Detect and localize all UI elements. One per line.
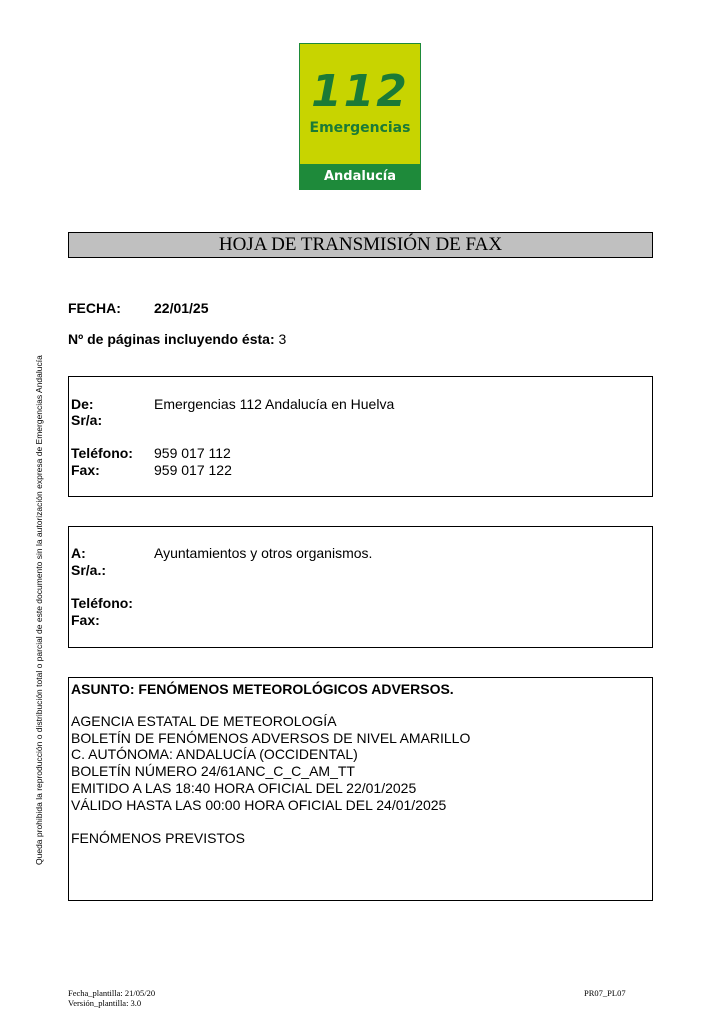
- pages-row: [68, 331, 286, 347]
- sender-tel-value: 959 017 112: [154, 445, 231, 461]
- recipient-sra-label: Sr/a.:: [71, 562, 107, 578]
- fecha-label: FECHA:: [68, 300, 121, 316]
- subject-line: BOLETÍN DE FENÓMENOS ADVERSOS DE NIVEL AMARILLO: [71, 729, 471, 746]
- sender-fax-value: 959 017 122: [154, 462, 232, 478]
- a-label: A:: [71, 545, 86, 561]
- subject-lines: [71, 713, 470, 813]
- document-title: HOJA DE TRANSMISIÓN DE FAX: [68, 232, 653, 258]
- copyright-side-note: Queda prohibida la reproducción o distribución total o parcial de este documento sin la autorización expresa de Emergencias Andalucía: [34, 355, 44, 865]
- emergencias-112-logo: [299, 43, 421, 190]
- subject-line: EMITIDO A LAS 18:40 HORA OFICIAL DEL 22/01/2025: [71, 779, 417, 796]
- a-value: Ayuntamientos y otros organismos.: [154, 545, 373, 561]
- sender-fax-label: Fax:: [71, 462, 100, 478]
- subject-box: [68, 677, 653, 901]
- subject-line: C. AUTÓNOMA: ANDALUCÍA (OCCIDENTAL): [71, 746, 358, 763]
- subject-heading: ASUNTO: FENÓMENOS METEOROLÓGICOS ADVERSOS.: [71, 681, 454, 697]
- template-code: PR07_PL07: [584, 988, 626, 998]
- phenomena-heading: FENÓMENOS PREVISTOS: [71, 830, 245, 846]
- subject-line: BOLETÍN NÚMERO 24/61ANC_C_C_AM_TT: [71, 763, 355, 780]
- de-label: De:: [71, 396, 94, 412]
- sender-tel-label: Teléfono:: [71, 445, 133, 461]
- template-version: Versión_plantilla: 3.0: [68, 998, 142, 1008]
- template-info: [68, 988, 155, 1008]
- sender-sra-label: Sr/a:: [71, 412, 103, 428]
- pages-value: 3: [278, 331, 287, 347]
- recipient-fax-label: Fax:: [71, 612, 100, 628]
- logo-region: Andalucía: [300, 164, 420, 189]
- subject-line: VÁLIDO HASTA LAS 00:00 HORA OFICIAL DEL 24/01/2025: [71, 796, 447, 813]
- sender-box: [68, 376, 653, 497]
- subject-line: AGENCIA ESTATAL DE METEOROLOGÍA: [71, 713, 337, 729]
- recipient-box: [68, 526, 653, 648]
- de-value: Emergencias 112 Andalucía en Huelva: [154, 396, 395, 412]
- recipient-tel-label: Teléfono:: [71, 595, 133, 611]
- template-date: Fecha_plantilla: 21/05/20: [68, 988, 156, 998]
- fecha-value: 22/01/25: [154, 300, 209, 316]
- logo-number: 112: [311, 66, 409, 117]
- logo-word: Emergencias: [309, 120, 411, 136]
- pages-label: Nº de páginas incluyendo ésta:: [68, 331, 275, 347]
